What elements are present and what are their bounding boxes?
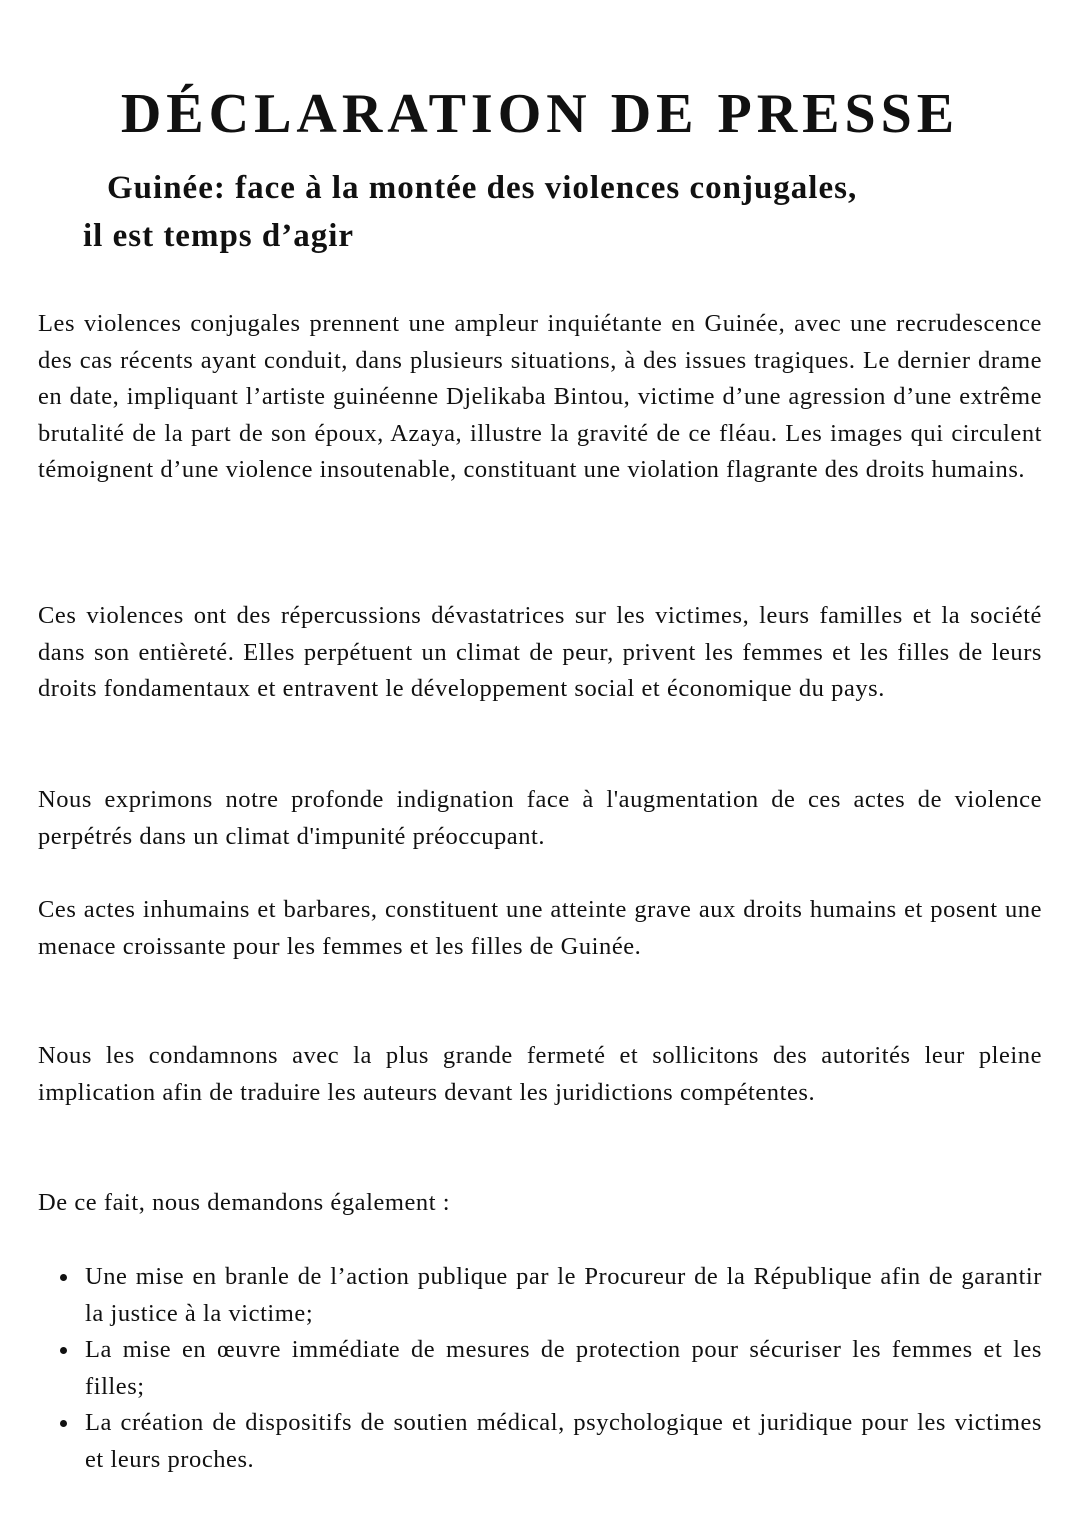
subtitle-line-1: Guinée: face à la montée des violences conjugales, <box>107 170 858 206</box>
paragraph-condemnation: Nous les condamnons avec la plus grande fermeté et sollicitons des autorités leur pleine implication afin de traduire les auteurs devant les juridictions compétentes. <box>38 1042 1042 1106</box>
document-subtitle <box>0 164 1080 260</box>
paragraph-demands-intro: De ce fait, nous demandons également : <box>38 1189 451 1216</box>
list-item <box>58 1259 1042 1332</box>
bullet-dot-icon <box>60 1347 67 1354</box>
paragraph-consequences: Ces violences ont des répercussions dévastatrices sur les victimes, leurs familles et la société dans son entièreté. Elles perpétuent un climat de peur, privent les femmes et les filles de leurs droits fondamentaux et entravent le développement social et économique du pays. <box>38 602 1042 703</box>
demands-list <box>58 1259 1042 1479</box>
bullet-dot-icon <box>60 1420 67 1427</box>
demand-text: La création de dispositifs de soutien médical, psychologique et juridique pour les victimes et leurs proches. <box>85 1409 1042 1473</box>
demand-text: Une mise en branle de l’action publique par le Procureur de la République afin de garantir la justice à la victime; <box>85 1263 1042 1327</box>
subtitle-line-2: il est temps d’agir <box>83 218 355 254</box>
list-item <box>58 1332 1042 1405</box>
paragraph-human-rights: Ces actes inhumains et barbares, constituent une atteinte grave aux droits humains et posent une menace croissante pour les femmes et les filles de Guinée. <box>38 896 1042 960</box>
demand-text: La mise en œuvre immédiate de mesures de protection pour sécuriser les femmes et les filles; <box>85 1336 1042 1400</box>
paragraph-intro: Les violences conjugales prennent une ampleur inquiétante en Guinée, avec une recrudescence des cas récents ayant conduit, dans plusieurs situations, à des issues tragiques. Le dernier drame en date, impliquant l’artiste guinéenne Djelikaba Bintou, victime d’une agression d’une extrême brutalité de la part de son époux, Azaya, illustre la gravité de ce fléau. Les images qui circulent témoignent d’une violence insoutenable, constituant une violation flagrante des droits humains. <box>38 310 1042 484</box>
bullet-dot-icon <box>60 1274 67 1281</box>
paragraph-indignation: Nous exprimons notre profonde indignation face à l'augmentation de ces actes de violence perpétrés dans un climat d'impunité préoccupant. <box>38 786 1042 850</box>
list-item <box>58 1405 1042 1478</box>
document-title: DÉCLARATION DE PRESSE <box>120 83 960 145</box>
